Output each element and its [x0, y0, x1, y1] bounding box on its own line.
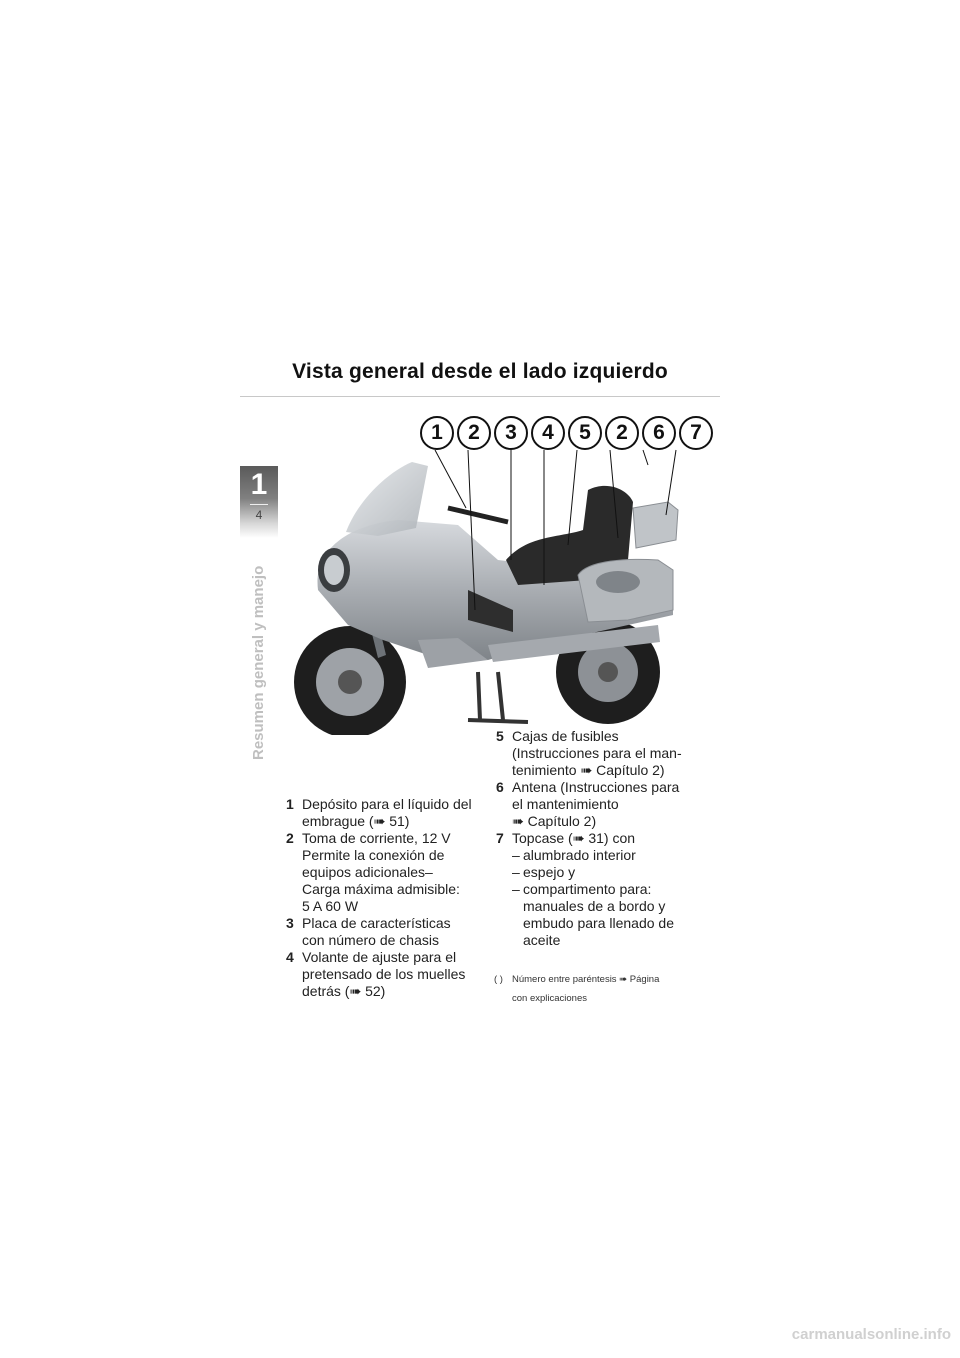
legend-number: 6	[496, 779, 504, 795]
legend-line: Depósito para el líquido del	[302, 796, 472, 812]
legend-line: pretensado de los muelles	[302, 966, 466, 982]
legend-number: 5	[496, 728, 504, 744]
footnote-paren: ( )	[494, 974, 503, 985]
legend-line: ➠ Capítulo 2)	[512, 813, 597, 829]
legend-line: Toma de corriente, 12 V	[302, 830, 451, 846]
legend-line: aceite	[523, 932, 561, 948]
legend-line: tenimiento ➠ Capítulo 2)	[512, 762, 665, 778]
legend-number: 7	[496, 830, 504, 846]
chapter-number: 1	[250, 468, 268, 501]
legend-line: equipos adicionales–	[302, 864, 433, 880]
legend-line: con número de chasis	[302, 932, 439, 948]
callout-4: 4	[531, 416, 565, 450]
callout-1: 1	[420, 416, 454, 450]
legend-number: 4	[286, 949, 294, 965]
subitem-dash: –	[512, 847, 520, 863]
legend-line: detrás (➠ 52)	[302, 983, 386, 999]
chapter-divider	[250, 504, 268, 505]
legend-item	[286, 830, 484, 915]
legend-item	[286, 796, 484, 830]
chapter-side-label: Resumen general y manejo	[250, 565, 267, 760]
legend-line: compartimento para:	[523, 881, 652, 897]
legend-line: Carga máxima admisible:	[302, 881, 460, 897]
legend-number: 1	[286, 796, 294, 812]
legend-subitem	[512, 864, 696, 881]
topcase	[633, 502, 678, 548]
subitem-dash: –	[512, 881, 520, 897]
legend-line: Permite la conexión de	[302, 847, 445, 863]
callout-2: 2	[457, 416, 491, 450]
legend-line: embrague (➠ 51)	[302, 813, 410, 829]
motorcycle-illustration	[288, 410, 720, 735]
callout-5: 5	[568, 416, 602, 450]
legend-line: Volante de ajuste para el	[302, 949, 457, 965]
legend-subitem	[512, 847, 696, 864]
windscreen	[346, 462, 428, 536]
legend-number: 3	[286, 915, 294, 931]
legend-line: Antena (Instrucciones para	[512, 779, 680, 795]
legend-item	[496, 830, 696, 949]
legend-number: 2	[286, 830, 294, 846]
legend-item	[496, 779, 696, 830]
legend-line: alumbrado interior	[523, 847, 636, 863]
callout-3: 3	[494, 416, 528, 450]
legend-line: Cajas de fusibles	[512, 728, 619, 744]
callout-7: 7	[679, 416, 713, 450]
legend-right	[496, 728, 696, 949]
legend-left	[286, 796, 484, 1000]
legend-line: espejo y	[523, 864, 576, 880]
legend-line: embudo para llenado de	[523, 915, 675, 931]
legend-line: 5 A 60 W	[302, 898, 359, 914]
legend-line: (Instrucciones para el man-	[512, 745, 682, 761]
chapter-tab	[240, 466, 278, 538]
legend-line: el mantenimiento	[512, 796, 619, 812]
legend-line: manuales de a bordo y	[523, 898, 666, 914]
callout-6: 6	[642, 416, 676, 450]
legend-line: Topcase (➠ 31) con	[512, 830, 636, 846]
callout-row	[420, 416, 713, 450]
footnote-line: con explicaciones	[512, 993, 587, 1004]
subitem-dash: –	[512, 864, 520, 880]
title-divider	[240, 396, 720, 397]
legend-subitem	[512, 881, 696, 949]
footnote-line: Número entre paréntesis ➠ Página	[512, 974, 660, 985]
legend-item	[286, 949, 484, 1000]
watermark: carmanualsonline.info	[791, 1326, 951, 1343]
legend-item	[286, 915, 484, 949]
callout-2b: 2	[605, 416, 639, 450]
page-number: 4	[255, 508, 263, 522]
legend-item	[496, 728, 696, 779]
motorcycle-figure	[288, 410, 720, 735]
page-title: Vista general desde el lado izquierdo	[292, 360, 668, 383]
legend-line: Placa de características	[302, 915, 451, 931]
footnote	[494, 970, 704, 1008]
